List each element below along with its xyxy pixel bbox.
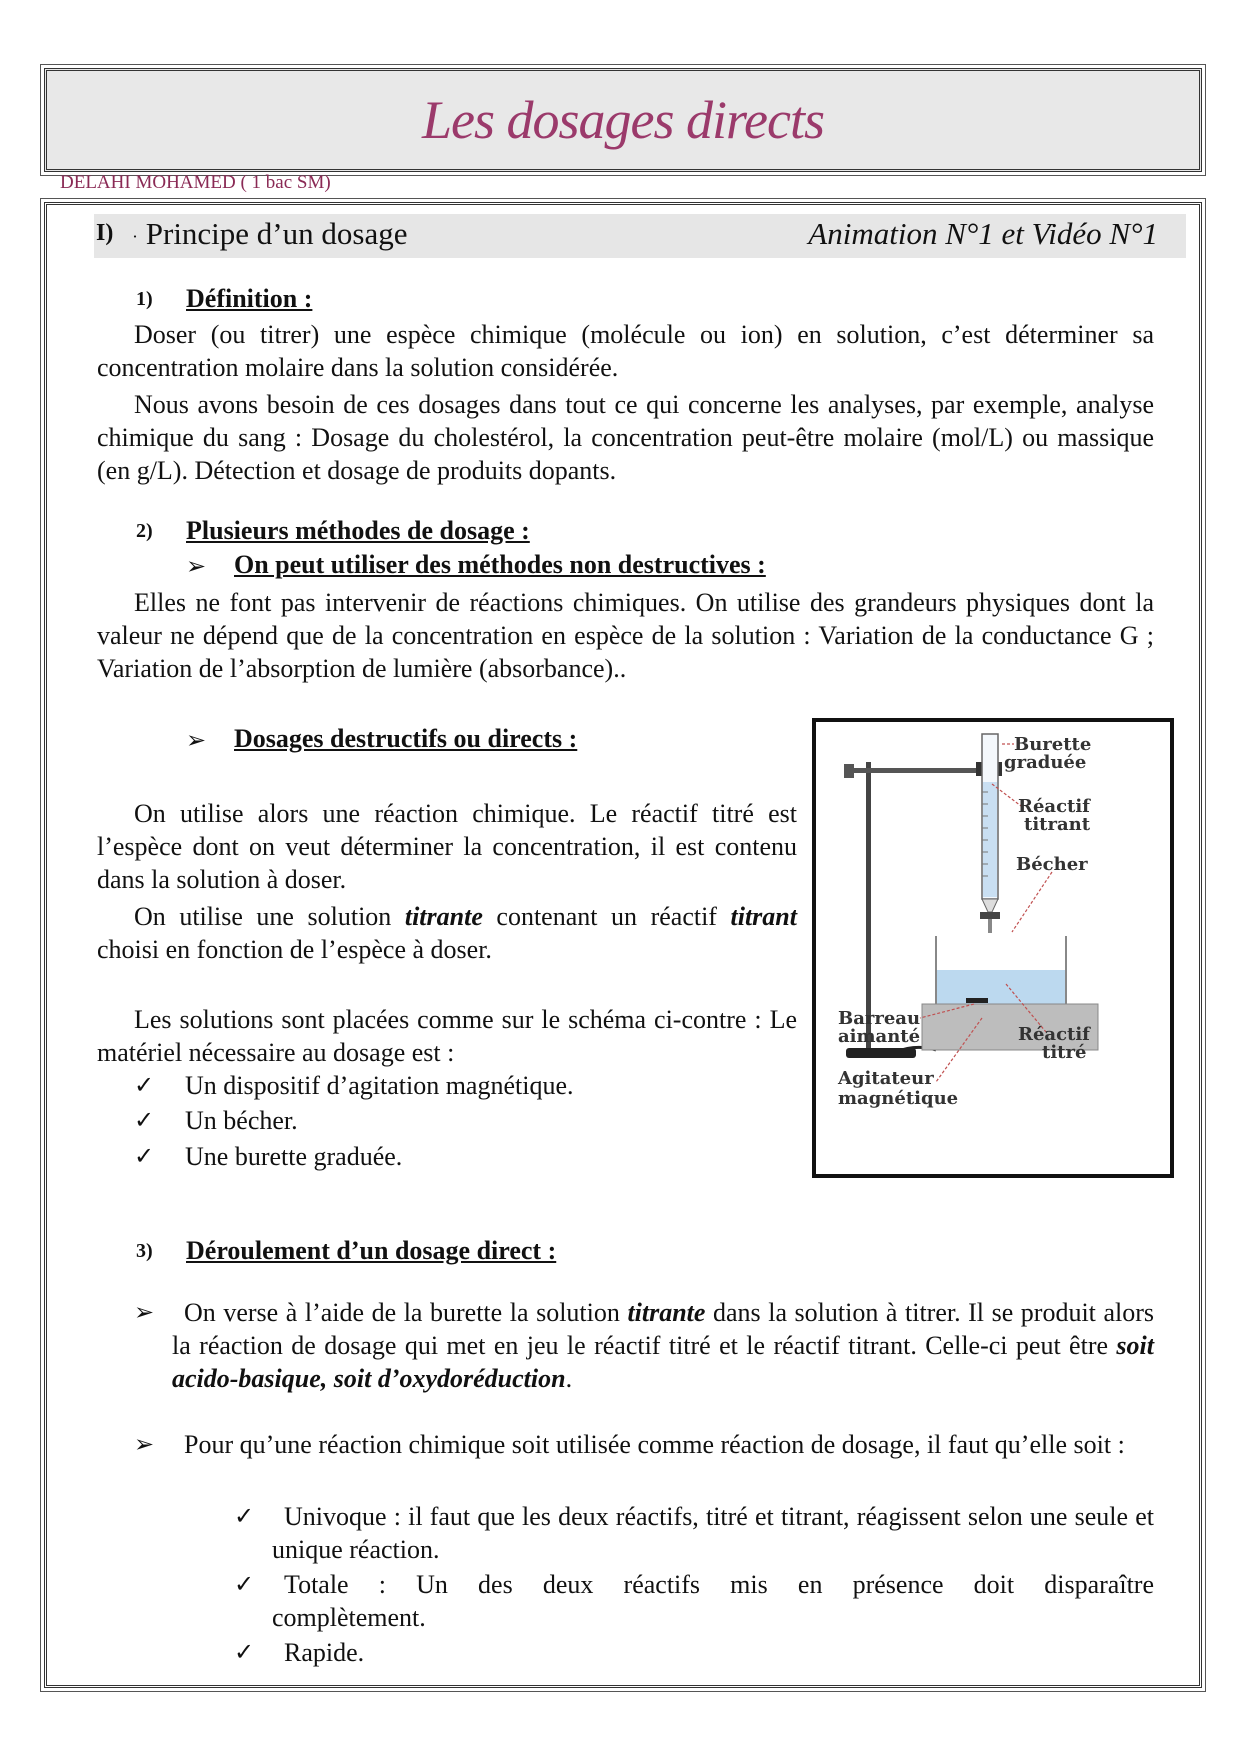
- arrow-bullet-icon: ➢: [134, 1300, 155, 1326]
- label-agitateur: magnétique: [838, 1088, 959, 1109]
- page-title: Les dosages directs: [422, 90, 824, 150]
- heading-destructive: Dosages destructifs ou directs :: [234, 724, 578, 753]
- definition-paragraph-1: Doser (ou titrer) une espèce chimique (molécule ou ion) en solution, c’est déterminer sa concentration molaire dans la solution considérée.: [97, 320, 1154, 382]
- titration-apparatus-svg: [816, 722, 1170, 1174]
- section-number: I): [96, 220, 114, 246]
- stir-bar: [966, 998, 988, 1003]
- titration-diagram: [812, 718, 1174, 1178]
- label-barreau: aimanté: [838, 1026, 921, 1047]
- deroulement-bullet-1: On verse à l’aide de la burette la solution titrante dans la solution à titrer. Il se produit alors la réaction de dosage qui met en jeu le réactif titré et le réactif titrant. Celle-ci peut être soit acido-basique, soit d’oxydoréduction.: [172, 1298, 1155, 1393]
- destructive-paragraph-2: On utilise une solution titrante contenant un réactif titrant choisi en fonction de l’espèce à doser.: [97, 902, 797, 964]
- condition-univoque: Univoque : il faut que les deux réactifs, titré et titrant, réagissent selon une seule et unique réaction.: [272, 1502, 1154, 1564]
- check-icon: ✓: [134, 1108, 155, 1134]
- label-reactif-titre: Réactif: [1018, 1024, 1090, 1045]
- heading-definition: 1) Définition :: [136, 284, 313, 313]
- title-box: [44, 68, 1202, 172]
- destructive-paragraph-3: Les solutions sont placées comme sur le schéma ci-contre : Le matériel nécessaire au dosage est :: [97, 1005, 797, 1067]
- definition-paragraph-2: Nous avons besoin de ces dosages dans tout ce qui concerne les analyses, par exemple, analyse chimique du sang : Dosage du cholestérol, la concentration peut-être molaire (mol/L) ou massique (en g/L). Détection et dosage de produits dopants.: [97, 390, 1154, 485]
- label-reactif-titre: titré: [1042, 1042, 1087, 1063]
- material-item: Un dispositif d’agitation magnétique.: [185, 1071, 574, 1100]
- check-icon: ✓: [234, 1572, 255, 1598]
- animation-link[interactable]: Animation N°1 et Vidéo N°1: [808, 216, 1158, 251]
- section-header: [94, 214, 1186, 258]
- arrow-bullet-icon: ➢: [186, 554, 207, 580]
- check-icon: ✓: [134, 1073, 155, 1099]
- condition-totale: Totale : Un des deux réactifs mis en présence doit disparaître complètement.: [272, 1570, 1154, 1632]
- non-destructive-paragraph: Elles ne font pas intervenir de réactions chimiques. On utilise des grandeurs physiques dont la valeur ne dépend que de la concentration en espèce de la solution : Variation de la conductance G ; Variation de l’absorption de lumière (absorbance)..: [97, 588, 1154, 683]
- check-icon: ✓: [234, 1504, 255, 1530]
- heading-methods: 2) Plusieurs méthodes de dosage :: [136, 516, 530, 545]
- label-reactif-titrant: Réactif: [1018, 796, 1090, 817]
- author-line: DELAHI MOHAMED ( 1 bac SM): [60, 172, 331, 193]
- label-becher: Bécher: [1016, 854, 1088, 875]
- heading-non-destructive: On peut utiliser des méthodes non destructives :: [234, 550, 766, 579]
- check-icon: ✓: [134, 1144, 155, 1170]
- beaker-solution: [937, 970, 1065, 1004]
- arrow-bullet-icon: ➢: [186, 728, 207, 754]
- arrow-bullet-icon: ➢: [134, 1432, 155, 1458]
- condition-rapide: Rapide.: [284, 1638, 365, 1667]
- material-item: Un bécher.: [185, 1106, 298, 1135]
- section-title: · Principe d’un dosage: [132, 216, 408, 251]
- clamp-arm: [852, 768, 982, 773]
- label-agitateur: Agitateur: [838, 1068, 934, 1089]
- check-icon: ✓: [234, 1640, 255, 1666]
- heading-deroulement: 3) Déroulement d’un dosage direct :: [136, 1236, 557, 1265]
- deroulement-bullet-2: Pour qu’une réaction chimique soit utilisée comme réaction de dosage, il faut qu’elle soit :: [184, 1430, 1125, 1459]
- label-barreau: Barreau: [838, 1008, 921, 1029]
- destructive-paragraph-1: On utilise alors une réaction chimique. Le réactif titré est l’espèce dont on veut déterminer la concentration, il est contenu dans la solution à doser.: [97, 799, 797, 894]
- stopcock: [980, 912, 1000, 919]
- label-reactif-titrant: titrant: [1024, 814, 1091, 835]
- label-burette: graduée: [1004, 752, 1087, 773]
- label-burette: Burette: [1014, 734, 1092, 755]
- material-item: Une burette graduée.: [185, 1142, 403, 1171]
